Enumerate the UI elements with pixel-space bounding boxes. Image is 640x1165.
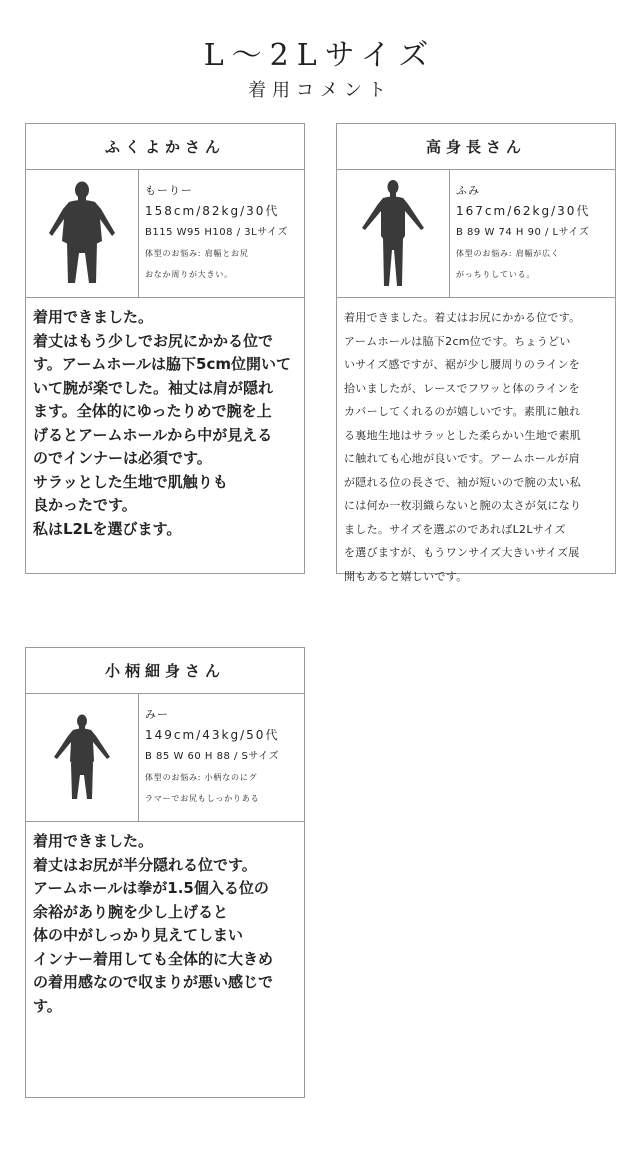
height-weight-age: 149cm/43kg/50代 <box>145 728 280 742</box>
profile-section <box>337 170 615 298</box>
body-concern-line-1: 体型のお悩み: 肩幅が広く <box>456 249 560 258</box>
comment-line: ます。全体的にゆったりめで腕を上 <box>33 402 272 420</box>
comment-text <box>26 298 304 541</box>
comment-line: げるとアームホールから中が見える <box>33 425 273 444</box>
body-concern-line-2: がっちりしている。 <box>456 270 536 279</box>
comment-line: す。アームホールは脇下5cm位開いて <box>33 355 292 373</box>
comment-line: 着丈はお尻が半分隠れる位です。 <box>33 855 257 874</box>
page-title: L～2Lサイズ <box>203 38 437 73</box>
measurements: B 85 W 60 H 88 / Sサイズ <box>145 751 280 762</box>
comment-line: いて腕が楽でした。袖丈は肩が隠れ <box>33 378 274 397</box>
comment-line: に触れても心地が良いです。アームホールが肩 <box>344 452 580 465</box>
comment-line: を選びますが、もうワンサイズ大きいサイズ展 <box>344 546 580 559</box>
nickname: みー <box>145 708 169 721</box>
nickname: ふみ <box>456 184 480 197</box>
comment-line: ました。サイズを選ぶのであればL2Lサイズ <box>344 522 566 536</box>
comment-line: の着用感なので収まりが悪い感じで <box>33 973 274 991</box>
comment-line: 着用できました。着丈はお尻にかかる位です。 <box>344 311 581 324</box>
measurements: B 89 W 74 H 90 / Lサイズ <box>456 227 590 238</box>
comment-line: 余裕があり腕を少し上げると <box>33 902 229 921</box>
profile-info <box>456 180 611 285</box>
comment-line: 良かったです。 <box>33 496 137 514</box>
comment-line: が隠れる位の長さで、袖が短いので腕の太い私 <box>344 475 582 489</box>
profile-section <box>26 170 304 298</box>
profile-section <box>26 694 304 822</box>
measurements: B115 W95 H108 / 3Lサイズ <box>145 227 288 238</box>
comment-line: いサイズ感ですが、裾が少し腰周りのラインを <box>344 358 581 371</box>
comment-line: のでインナーは必須です。 <box>33 449 212 467</box>
card-heading: 高身長さん <box>337 124 615 170</box>
comment-line: アームホールは拳が1.5個入る位の <box>33 879 269 897</box>
comment-line: インナー着用しても全体的に大きめ <box>33 949 274 968</box>
comment-line: 体の中がしっかり見えてしまい <box>33 926 244 944</box>
comment-line: る裏地生地はサラッとした柔らかい生地で素肌 <box>344 428 582 442</box>
comment-line: アームホールは脇下2cm位です。ちょうどい <box>344 334 571 348</box>
review-card-kogara <box>25 647 305 1098</box>
height-weight-age: 167cm/62kg/30代 <box>456 204 591 218</box>
review-card-fukuyoka <box>25 123 305 574</box>
height-weight-age: 158cm/82kg/30代 <box>145 204 280 218</box>
body-silhouette-icon <box>337 170 450 297</box>
comment-line: 私はL2Lを選びます。 <box>33 519 182 538</box>
comment-line: 着用できました。 <box>33 308 154 326</box>
comment-line: 着用できました。 <box>33 832 154 850</box>
body-concern-line-2: おなか周りが大きい。 <box>145 270 233 279</box>
comment-line: 着丈はもう少しでお尻にかかる位で <box>33 331 274 350</box>
body-silhouette-icon <box>26 694 139 821</box>
comment-text <box>26 822 304 1018</box>
profile-info <box>145 180 300 285</box>
comment-line: カバーしてくれるのが嬉しいです。素肌に触れ <box>344 405 581 418</box>
review-card-koushinchou <box>336 123 616 583</box>
comment-text <box>337 298 615 588</box>
comment-line: 拾いましたが、レースでフワッと体のラインを <box>344 381 580 395</box>
comment-line: す。 <box>33 996 62 1015</box>
comment-line: 開もあると嬉しいです。 <box>344 569 468 583</box>
card-heading: 小柄細身さん <box>26 648 304 694</box>
body-concern-line-1: 体型のお悩み: 肩幅とお尻 <box>145 249 249 258</box>
page-subtitle: 着用コメント <box>248 80 392 101</box>
comment-line: には何か一枚羽織らないと腕の太さが気になり <box>344 499 582 512</box>
body-silhouette-icon <box>26 170 139 297</box>
body-concern-line-1: 体型のお悩み: 小柄なのにグ <box>145 773 258 782</box>
profile-info <box>145 704 300 809</box>
body-concern-line-2: ラマーでお尻もしっかりある <box>145 794 260 803</box>
nickname: もーりー <box>145 184 193 197</box>
card-heading: ふくよかさん <box>26 124 304 170</box>
comment-line: サラッとした生地で肌触りも <box>33 472 228 491</box>
